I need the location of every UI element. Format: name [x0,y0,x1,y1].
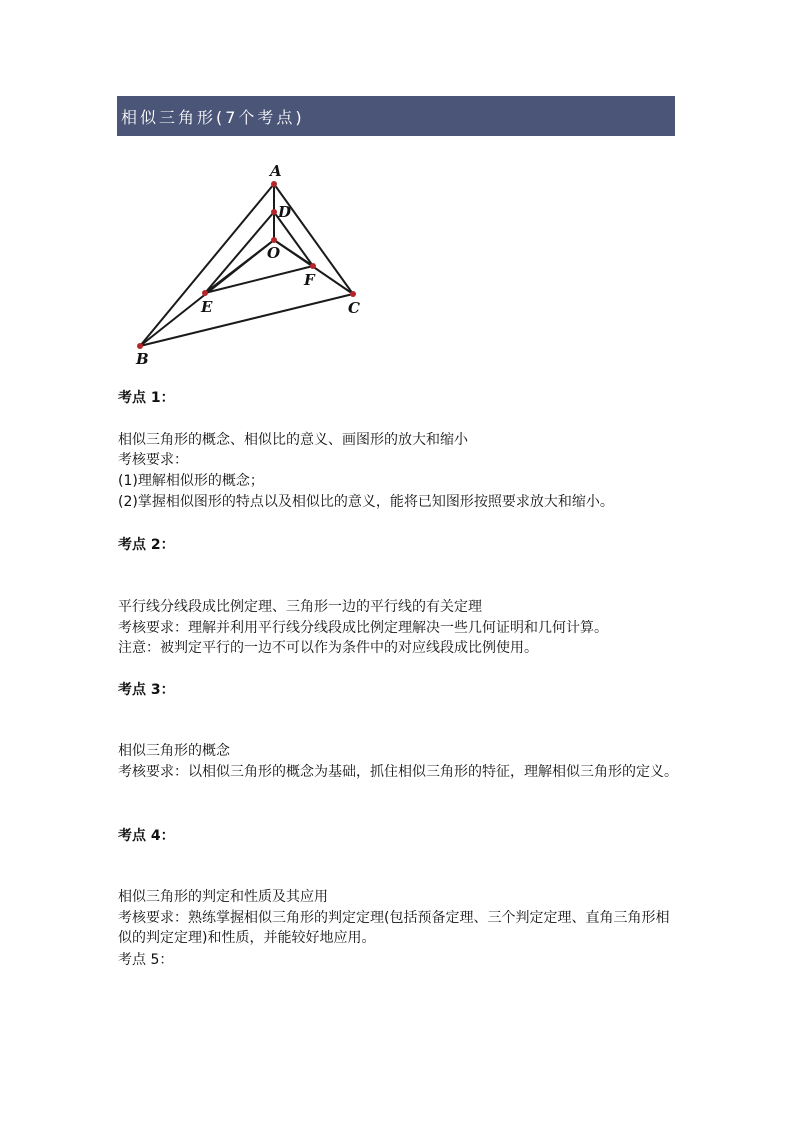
banner-title: 相似三角形(7个考点) [121,108,305,127]
exam-point-1-line-3: (2)掌握相似图形的特点以及相似比的意义，能将已知图形按照要求放大和缩小。 [118,494,614,510]
exam-point-3-title: 相似三角形的概念 [118,743,230,759]
exam-point-1-heading: 考点 1： [118,390,175,406]
label-C: C [348,299,360,317]
geometry-figure [117,148,389,378]
point-A [271,181,277,187]
section-banner [117,96,675,136]
exam-point-2-line-1: 考核要求：理解并利用平行线分线段成比例定理解决一些几何证明和几何计算。 [118,620,608,636]
point-F [310,263,316,269]
exam-point-3-line-1: 考核要求：以相似三角形的概念为基础，抓住相似三角形的特征，理解相似三角形的定义。 [118,764,678,780]
label-A: A [270,162,282,180]
exam-point-4-heading: 考点 4： [118,828,175,844]
exam-point-2-title: 平行线分线段成比例定理、三角形一边的平行线的有关定理 [118,599,482,615]
point-E [202,290,208,296]
exam-point-3-heading: 考点 3： [118,682,175,698]
exam-point-1-line-1: 考核要求： [118,452,188,468]
label-O: O [267,244,281,262]
point-D [271,209,277,215]
label-D: D [278,203,292,221]
exam-point-5-heading: 考点 5： [118,952,174,968]
exam-point-1-title: 相似三角形的概念、相似比的意义、画图形的放大和缩小 [118,432,468,448]
exam-point-1-line-2: (1)理解相似形的概念； [118,473,264,489]
segment-AB [140,184,274,346]
point-C [350,291,356,297]
label-B: B [136,350,149,368]
triangle-diagram [117,148,389,378]
exam-point-4-line-1: 考核要求：熟练掌握相似三角形的判定定理(包括预备定理、三个判定定理、直角三角形相似的判定定理)和性质，并能较好地应用。 [118,910,670,946]
exam-point-2-heading: 考点 2： [118,537,175,553]
exam-point-4-title: 相似三角形的判定和性质及其应用 [118,889,328,905]
label-F: F [304,271,315,289]
exam-point-2-line-2: 注意：被判定平行的一边不可以作为条件中的对应线段成比例使用。 [118,640,538,656]
label-E: E [201,298,213,316]
point-B [137,343,143,349]
point-O [271,237,277,243]
